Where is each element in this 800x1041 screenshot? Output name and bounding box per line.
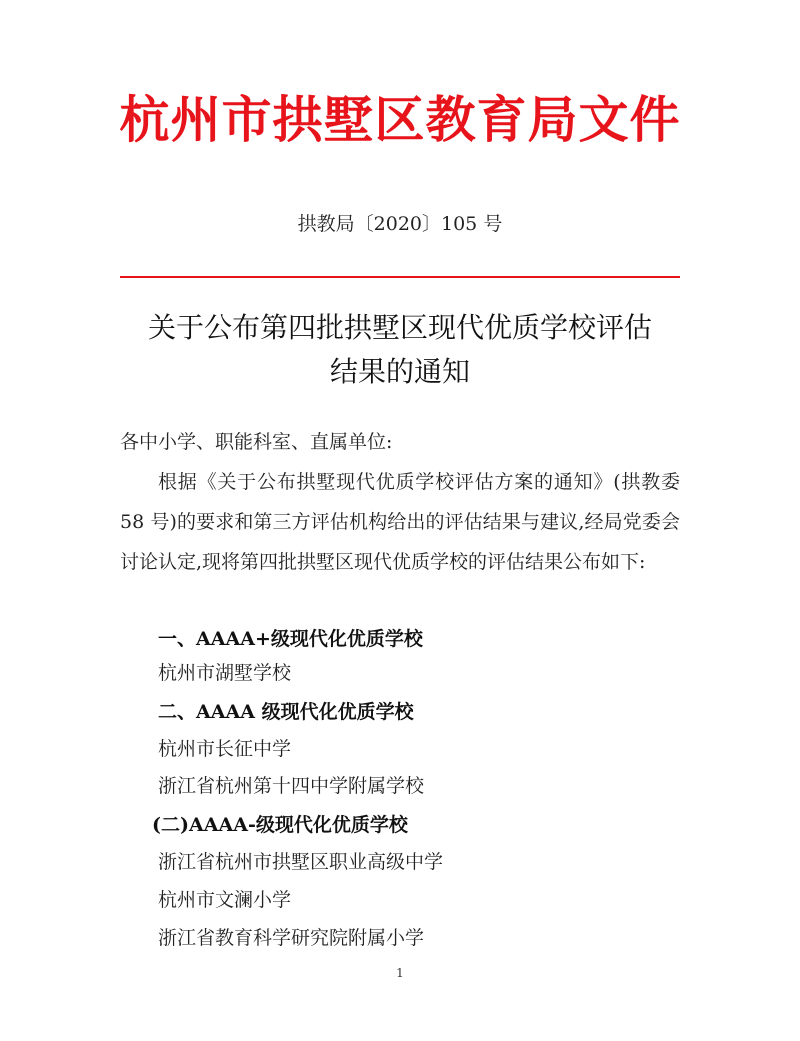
page-number: 1 [396,966,404,980]
section-heading-3: (二)AAAA-级现代化优质学校 [152,814,408,836]
school-item: 浙江省杭州市拱墅区职业高级中学 [158,851,444,873]
document-header-title: 杭州市拱墅区教育局文件 [119,91,681,149]
notice-title-line-1: 关于公布第四批拱墅区现代优质学校评估 [147,311,652,344]
school-item: 杭州市湖墅学校 [158,662,292,684]
section-heading-1: 一、AAAA+级现代化优质学校 [158,628,423,650]
school-item: 浙江省教育科学研究院附属小学 [158,927,425,949]
salutation: 各中小学、职能科室、直属单位: [120,431,393,453]
notice-title-line-2: 结果的通知 [329,355,470,388]
section-heading-2: 二、AAAA 级现代化优质学校 [158,701,414,723]
school-item: 浙江省杭州第十四中学附属学校 [158,775,425,797]
notice-title [60,306,740,394]
body-paragraph: 根据《关于公布拱墅现代优质学校评估方案的通知》(拱教委 58 号)的要求和第三方评估机构给出的评估结果与建议,经局党委会讨论认定,现将第四批拱墅区现代优质学校的评估结果公布如下: [120,471,680,573]
document-number: 拱教局〔2020〕105 号 [297,213,503,235]
school-item: 杭州市文澜小学 [158,889,292,911]
school-item: 杭州市长征中学 [158,738,292,760]
red-divider [120,276,680,278]
